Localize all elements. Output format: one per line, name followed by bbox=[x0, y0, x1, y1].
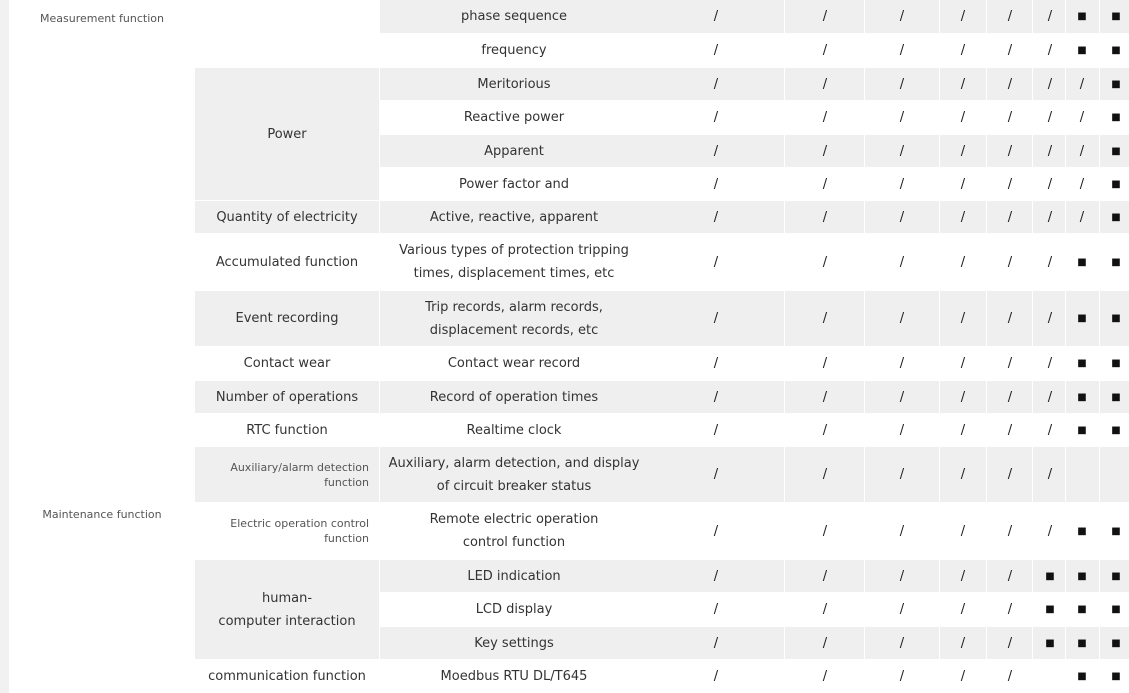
not-supported-mark: / bbox=[899, 356, 905, 371]
supported-mark: ■ bbox=[1111, 671, 1121, 682]
table-row-item-line: of circuit breaker status bbox=[436, 478, 592, 494]
table-row-item bbox=[380, 101, 648, 134]
table-row-item bbox=[380, 414, 648, 446]
supported-mark: ■ bbox=[1111, 358, 1121, 369]
not-supported-mark: / bbox=[1047, 209, 1053, 225]
not-supported-mark: / bbox=[713, 523, 719, 539]
group-quantity-of-electricity: Quantity of electricity bbox=[195, 201, 379, 233]
not-supported-mark: / bbox=[1047, 356, 1053, 371]
supported-mark: ■ bbox=[1077, 45, 1087, 56]
not-supported-mark: / bbox=[899, 209, 905, 225]
not-supported-mark: / bbox=[1047, 311, 1053, 326]
table-row-item-line: LCD display bbox=[475, 602, 553, 617]
table-row-item-line: displacement records, etc bbox=[429, 322, 599, 338]
supported-mark: ■ bbox=[1045, 570, 1055, 582]
supported-mark: ■ bbox=[1111, 112, 1121, 123]
group-contact-wear: Contact wear bbox=[243, 356, 331, 371]
not-supported-mark: / bbox=[822, 176, 828, 192]
not-supported-mark: / bbox=[1047, 254, 1053, 270]
not-supported-mark: / bbox=[1047, 389, 1053, 405]
not-supported-mark: / bbox=[960, 635, 966, 651]
not-supported-mark: / bbox=[1007, 143, 1013, 159]
group-electric-operation-control bbox=[195, 503, 379, 559]
not-supported-mark: / bbox=[960, 76, 966, 92]
table-row-item bbox=[380, 627, 648, 659]
not-supported-mark: / bbox=[713, 311, 719, 326]
not-supported-mark: / bbox=[1047, 523, 1053, 539]
group-power: Power bbox=[195, 68, 379, 200]
not-supported-mark: / bbox=[899, 669, 905, 684]
not-supported-mark: / bbox=[899, 389, 905, 405]
group-elec-line-2: function bbox=[324, 532, 369, 545]
group-rtc-function: RTC function bbox=[246, 422, 328, 438]
supported-mark: ■ bbox=[1111, 256, 1121, 268]
not-supported-mark: / bbox=[960, 110, 966, 125]
not-supported-mark: / bbox=[713, 467, 719, 482]
not-supported-mark: / bbox=[899, 422, 905, 438]
supported-mark: ■ bbox=[1077, 391, 1087, 403]
not-supported-mark: / bbox=[1047, 176, 1053, 192]
not-supported-mark: / bbox=[1007, 254, 1013, 270]
not-supported-mark: / bbox=[713, 422, 719, 438]
table-row-item bbox=[380, 593, 648, 626]
not-supported-mark: / bbox=[1007, 568, 1013, 584]
not-supported-mark: / bbox=[899, 9, 905, 24]
not-supported-mark: / bbox=[822, 669, 828, 684]
table-row-item bbox=[380, 234, 648, 290]
table-row-item-line: Active, reactive, apparent bbox=[429, 209, 599, 225]
not-supported-mark: / bbox=[899, 110, 905, 125]
group-auxiliary-alarm-detection bbox=[195, 447, 379, 502]
not-supported-mark: / bbox=[899, 311, 905, 326]
not-supported-mark: / bbox=[960, 422, 966, 438]
group-aux-line-2: function bbox=[324, 475, 369, 489]
not-supported-mark: / bbox=[822, 311, 828, 326]
not-supported-mark: / bbox=[960, 568, 966, 584]
not-supported-mark: / bbox=[713, 669, 719, 684]
not-supported-mark: / bbox=[960, 669, 966, 684]
not-supported-mark: / bbox=[713, 76, 719, 92]
not-supported-mark: / bbox=[1047, 143, 1053, 159]
group-number-of-operations: Number of operations bbox=[195, 381, 379, 413]
not-supported-mark: / bbox=[960, 602, 966, 617]
table-row-item bbox=[380, 68, 648, 100]
not-supported-mark: / bbox=[1007, 669, 1013, 684]
supported-mark: ■ bbox=[1077, 11, 1087, 22]
not-supported-mark: / bbox=[1047, 467, 1053, 482]
not-supported-mark: / bbox=[1047, 110, 1053, 125]
not-supported-mark: / bbox=[822, 9, 828, 24]
not-supported-mark: / bbox=[1007, 602, 1013, 617]
not-supported-mark: / bbox=[899, 523, 905, 539]
not-supported-mark: / bbox=[960, 143, 966, 159]
not-supported-mark: / bbox=[822, 635, 828, 651]
table-row-item-line: Key settings bbox=[474, 635, 554, 651]
table-row-item-line: Remote electric operation bbox=[429, 512, 599, 527]
not-supported-mark: / bbox=[713, 389, 719, 405]
supported-mark: ■ bbox=[1111, 424, 1121, 436]
table-row-item-line: Realtime clock bbox=[466, 422, 562, 438]
not-supported-mark: / bbox=[1079, 76, 1085, 92]
table-row-item bbox=[380, 660, 648, 693]
group-human-computer-interaction bbox=[195, 560, 379, 659]
not-supported-mark: / bbox=[822, 389, 828, 405]
not-supported-mark: / bbox=[713, 110, 719, 125]
not-supported-mark: / bbox=[713, 356, 719, 371]
table-row-item bbox=[380, 381, 648, 413]
supported-mark: ■ bbox=[1111, 604, 1121, 615]
table-row-item-line: Meritorious bbox=[477, 76, 551, 92]
not-supported-mark: / bbox=[899, 176, 905, 192]
table-row-item bbox=[380, 34, 648, 67]
supported-mark bbox=[1072, 447, 1092, 502]
supported-mark: ■ bbox=[1045, 637, 1055, 649]
group-elec-line-1: Electric operation control bbox=[230, 517, 369, 530]
not-supported-mark: / bbox=[899, 568, 905, 584]
not-supported-mark: / bbox=[822, 254, 828, 270]
not-supported-mark: / bbox=[960, 176, 966, 192]
not-supported-mark: / bbox=[713, 209, 719, 225]
table-row-item-line: phase sequence bbox=[460, 9, 567, 24]
not-supported-mark: / bbox=[713, 9, 719, 24]
group-event-recording: Event recording bbox=[195, 291, 379, 346]
not-supported-mark: / bbox=[822, 356, 828, 371]
supported-mark: ■ bbox=[1077, 671, 1087, 682]
not-supported-mark: / bbox=[822, 209, 828, 225]
not-supported-mark: / bbox=[822, 523, 828, 539]
not-supported-mark: / bbox=[822, 143, 828, 159]
group-aux-line-1: Auxiliary/alarm detection bbox=[230, 460, 369, 474]
supported-mark: ■ bbox=[1077, 637, 1087, 649]
supported-mark: ■ bbox=[1077, 313, 1087, 324]
supported-mark: ■ bbox=[1111, 45, 1121, 56]
not-supported-mark: / bbox=[1007, 76, 1013, 92]
table-row-item-line: Auxiliary, alarm detection, and display bbox=[388, 455, 640, 471]
not-supported-mark: / bbox=[1007, 110, 1013, 125]
not-supported-mark: / bbox=[822, 76, 828, 92]
not-supported-mark: / bbox=[1007, 635, 1013, 651]
supported-mark bbox=[1106, 447, 1126, 502]
table-row-item-line: Trip records, alarm records, bbox=[425, 299, 603, 315]
not-supported-mark: / bbox=[1047, 9, 1053, 24]
not-supported-mark: / bbox=[1007, 523, 1013, 539]
group-hci-line-1: human- bbox=[261, 590, 313, 606]
not-supported-mark: / bbox=[899, 254, 905, 270]
table-row-item bbox=[380, 347, 648, 380]
not-supported-mark: / bbox=[713, 254, 719, 270]
supported-mark: ■ bbox=[1111, 78, 1121, 90]
not-supported-mark: / bbox=[1079, 143, 1085, 159]
not-supported-mark: / bbox=[713, 635, 719, 651]
not-supported-mark: / bbox=[713, 176, 719, 192]
supported-mark: ■ bbox=[1111, 178, 1121, 190]
table-row-item-line: times, displacement times, etc bbox=[413, 266, 615, 281]
supported-mark: ■ bbox=[1077, 570, 1087, 582]
not-supported-mark: / bbox=[899, 76, 905, 92]
not-supported-mark: / bbox=[899, 43, 905, 58]
page-left-margin bbox=[0, 0, 9, 693]
section-label-maintenance: Maintenance function bbox=[42, 508, 162, 521]
not-supported-mark: / bbox=[1007, 209, 1013, 225]
not-supported-mark: / bbox=[960, 209, 966, 225]
not-supported-mark: / bbox=[822, 467, 828, 482]
not-supported-mark: / bbox=[960, 467, 966, 482]
not-supported-mark: / bbox=[822, 568, 828, 584]
not-supported-mark: / bbox=[960, 523, 966, 539]
not-supported-mark: / bbox=[822, 602, 828, 617]
table-row-item bbox=[380, 201, 648, 233]
not-supported-mark: / bbox=[960, 43, 966, 58]
supported-mark: ■ bbox=[1111, 391, 1121, 403]
not-supported-mark: / bbox=[713, 602, 719, 617]
not-supported-mark: / bbox=[1047, 422, 1053, 438]
not-supported-mark: / bbox=[899, 635, 905, 651]
table-row-item-line: Apparent bbox=[484, 143, 544, 159]
group-communication-function: communication function bbox=[208, 669, 366, 684]
supported-mark: ■ bbox=[1077, 358, 1087, 369]
table-row-item-line: Reactive power bbox=[463, 110, 565, 125]
not-supported-mark: / bbox=[1079, 176, 1085, 192]
not-supported-mark: / bbox=[822, 110, 828, 125]
not-supported-mark: / bbox=[1079, 110, 1085, 125]
not-supported-mark: / bbox=[899, 467, 905, 482]
supported-mark: ■ bbox=[1111, 525, 1121, 537]
table-row-item bbox=[380, 447, 648, 502]
supported-mark: ■ bbox=[1045, 604, 1055, 615]
not-supported-mark: / bbox=[1047, 76, 1053, 92]
not-supported-mark: / bbox=[1047, 43, 1053, 58]
not-supported-mark: / bbox=[1007, 43, 1013, 58]
group-hci-line-2: computer interaction bbox=[218, 613, 356, 629]
not-supported-mark: / bbox=[1079, 209, 1085, 225]
supported-mark: ■ bbox=[1111, 313, 1121, 324]
not-supported-mark: / bbox=[1007, 311, 1013, 326]
not-supported-mark: / bbox=[1007, 422, 1013, 438]
not-supported-mark: / bbox=[1007, 176, 1013, 192]
not-supported-mark: / bbox=[1007, 389, 1013, 405]
not-supported-mark: / bbox=[713, 143, 719, 159]
supported-mark: ■ bbox=[1111, 11, 1121, 22]
supported-mark: ■ bbox=[1077, 525, 1087, 537]
not-supported-mark: / bbox=[960, 356, 966, 371]
table-row-item-line: frequency bbox=[481, 43, 547, 58]
not-supported-mark: / bbox=[960, 9, 966, 24]
supported-mark: ■ bbox=[1111, 145, 1121, 157]
not-supported-mark: / bbox=[960, 311, 966, 326]
supported-mark: ■ bbox=[1077, 604, 1087, 615]
table-row-item bbox=[380, 560, 648, 592]
table-row-item-line: LED indication bbox=[467, 568, 561, 584]
not-supported-mark: / bbox=[1007, 356, 1013, 371]
not-supported-mark: / bbox=[713, 568, 719, 584]
not-supported-mark: / bbox=[899, 602, 905, 617]
table-row-item bbox=[380, 0, 648, 33]
not-supported-mark: / bbox=[1007, 467, 1013, 482]
table-row-item-line: control function bbox=[462, 535, 566, 550]
table-row-item bbox=[380, 168, 648, 200]
table-row-item-line: Moedbus RTU DL/T645 bbox=[440, 669, 588, 684]
not-supported-mark: / bbox=[822, 422, 828, 438]
not-supported-mark: / bbox=[1007, 9, 1013, 24]
group-accumulated-function: Accumulated function bbox=[215, 254, 359, 270]
supported-mark bbox=[1040, 660, 1060, 693]
table-row-item-line: Power factor and bbox=[458, 176, 570, 192]
section-label-measurement: Measurement function bbox=[40, 11, 164, 25]
supported-mark: ■ bbox=[1077, 424, 1087, 436]
not-supported-mark: / bbox=[899, 143, 905, 159]
supported-mark: ■ bbox=[1111, 211, 1121, 223]
table-row-item-line: Various types of protection tripping bbox=[399, 243, 629, 258]
not-supported-mark: / bbox=[960, 389, 966, 405]
table-row-item bbox=[380, 291, 648, 346]
table-row-item-line: Contact wear record bbox=[447, 356, 581, 371]
table-row-item bbox=[380, 503, 648, 559]
supported-mark: ■ bbox=[1111, 637, 1121, 649]
table-row-item-line: Record of operation times bbox=[429, 389, 599, 405]
not-supported-mark: / bbox=[960, 254, 966, 270]
supported-mark: ■ bbox=[1111, 570, 1121, 582]
not-supported-mark: / bbox=[822, 43, 828, 58]
supported-mark: ■ bbox=[1077, 256, 1087, 268]
table-row-item bbox=[380, 135, 648, 167]
not-supported-mark: / bbox=[713, 43, 719, 58]
